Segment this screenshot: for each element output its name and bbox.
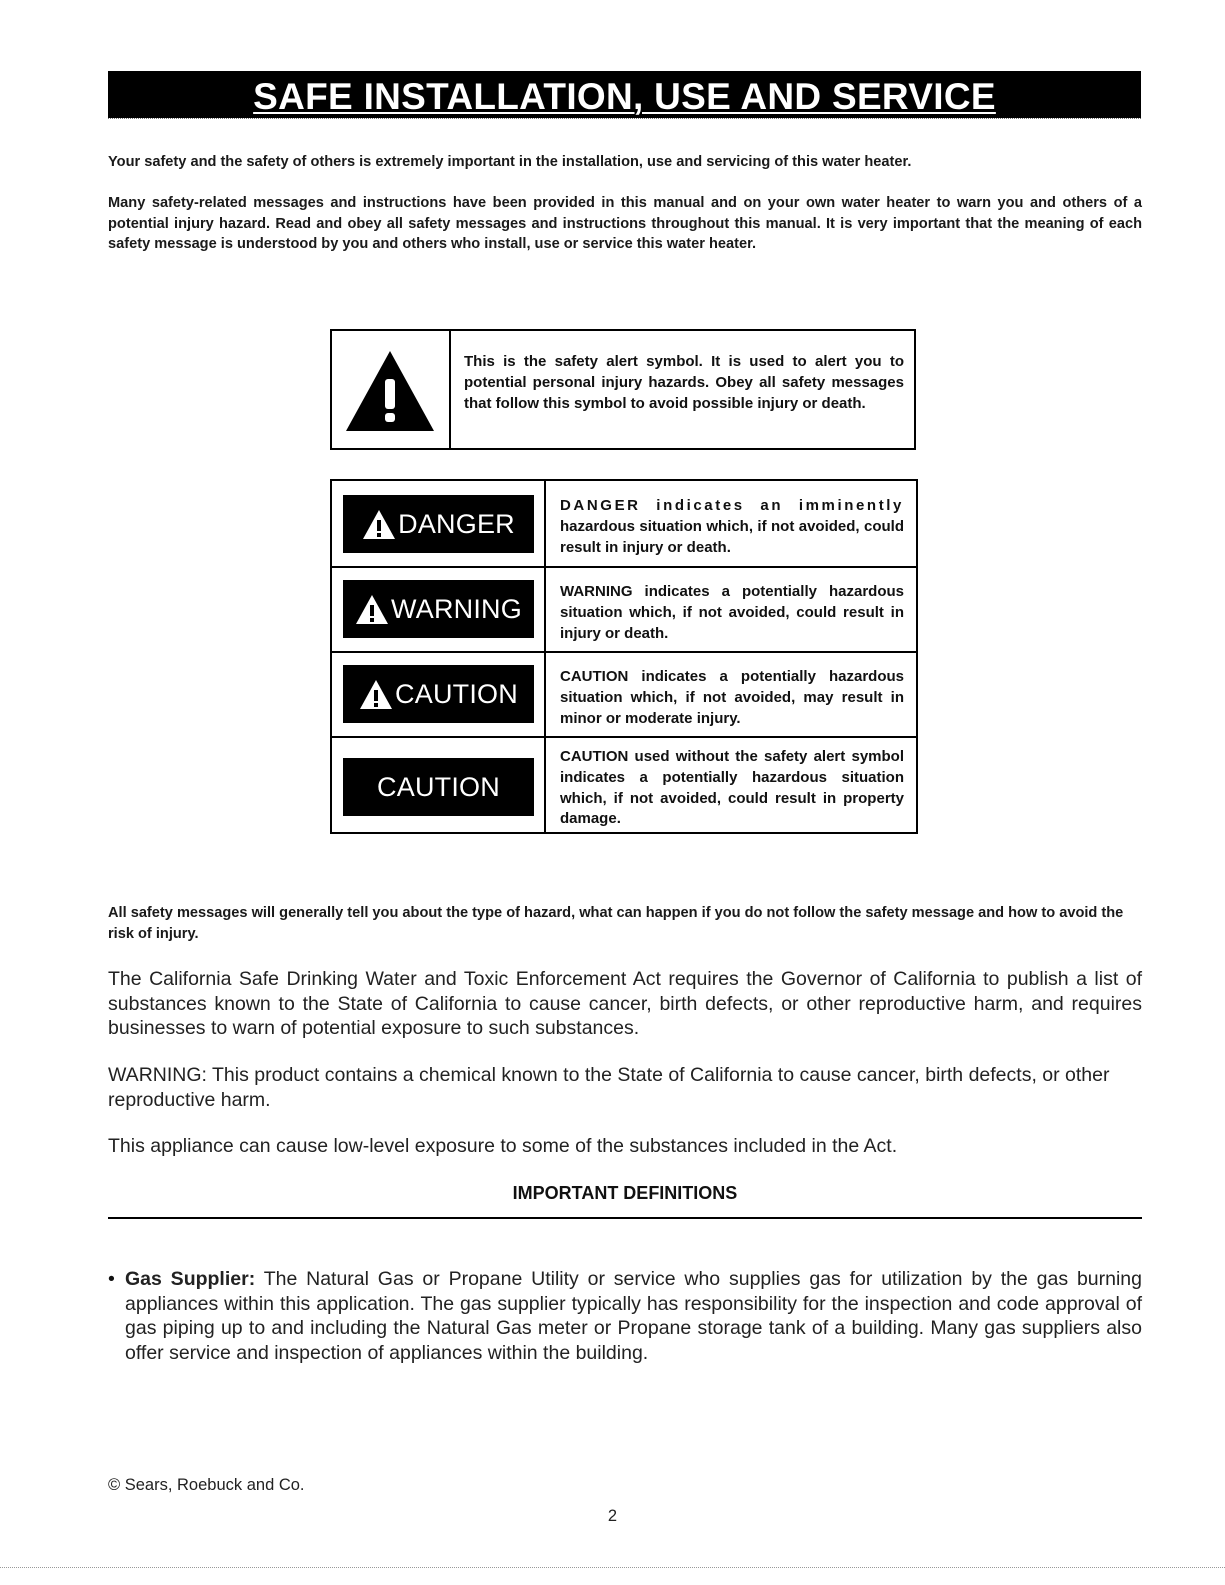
danger-description-lead: DANGER indicates an imminently — [560, 497, 904, 514]
page-title: SAFE INSTALLATION, USE AND SERVICE — [108, 71, 1141, 118]
appliance-exposure-paragraph: This appliance can cause low-level exposure to some of the substances included in the Act. — [108, 1135, 898, 1157]
caution-no-symbol-label-text: CAUTION — [377, 772, 500, 802]
prop65-warning-paragraph: WARNING: This product contains a chemical known to the State of California to cause cancer, birth defects, or other reproductive harm. — [108, 1064, 1110, 1111]
caution-no-symbol-signal-label — [343, 758, 534, 816]
warning-label-text: WARNING — [391, 594, 522, 624]
safety-alert-triangle-icon — [355, 594, 389, 625]
copyright-notice: © Sears, Roebuck and Co. — [108, 1476, 305, 1494]
safety-alert-symbol-box — [330, 329, 916, 450]
danger-description-rest: hazardous situation which, if not avoided, could result in injury or death. — [560, 517, 904, 556]
intro-paragraph-1: Your safety and the safety of others is extremely important in the installation, use and servicing of this water heater. — [108, 154, 912, 170]
safety-alert-description: This is the safety alert symbol. It is used to alert you to potential personal injury hazards. Obey all safety messages that follow this symbol to avoid possible injury or death. — [464, 353, 904, 412]
alert-box-divider — [449, 331, 451, 448]
caution-no-symbol-description: CAUTION used without the safety alert symbol indicates a potentially hazardous situation which, if not avoided, could result in property damage. — [560, 748, 904, 828]
warning-description: WARNING indicates a potentially hazardous situation which, if not avoided, could result in injury or death. — [560, 583, 904, 642]
caution-signal-label — [343, 665, 534, 723]
table-row-divider — [332, 736, 916, 738]
bottom-scan-edge — [0, 1567, 1225, 1568]
caution-description: CAUTION indicates a potentially hazardous situation which, if not avoided, may result in minor or moderate injury. — [560, 668, 904, 727]
danger-description — [560, 496, 904, 558]
safety-alert-triangle-icon — [359, 679, 393, 710]
safety-messages-paragraph: All safety messages will generally tell you about the type of hazard, what can happen if you do not follow the safety message and how to avoid the risk of injury. — [108, 905, 1124, 942]
safety-alert-triangle-icon — [344, 349, 436, 433]
danger-signal-label — [343, 495, 534, 553]
table-row-divider — [332, 566, 916, 568]
definition-term: Gas Supplier: — [125, 1268, 256, 1290]
warning-signal-label — [343, 580, 534, 638]
definition-body: The Natural Gas or Propane Utility or service who supplies gas for utilization by the gas burning appliances within this application. The gas supplier typically has responsibility for the inspection and code approval of gas piping up to and including the Natural Gas meter or Propane storage tank of a building. Many gas suppliers also offer service and inspection of appliances within the building. — [125, 1268, 1142, 1364]
page-number: 2 — [607, 1507, 618, 1525]
california-act-paragraph: The California Safe Drinking Water and Toxic Enforcement Act requires the Governor of California to publish a list of substances known to the State of California to cause cancer, birth defects, or other reproductive harm, and requires businesses to warn of potential exposure to such substances. — [108, 968, 1142, 1039]
signal-word-table — [330, 479, 918, 834]
table-column-divider — [544, 481, 546, 832]
caution-label-text: CAUTION — [395, 679, 518, 709]
safety-alert-triangle-icon — [362, 509, 396, 540]
intro-paragraph-2: Many safety-related messages and instructions have been provided in this manual and on your own water heater to warn you and others of a potential injury hazard. Read and obey all safety messages and instructions throughout this manual. It is very important that the meaning of each safety message is understood by you and others who install, use or service this water heater. — [108, 195, 1142, 252]
bullet-icon: • — [108, 1268, 115, 1290]
definitions-divider — [108, 1217, 1142, 1219]
danger-label-text: DANGER — [398, 509, 515, 539]
definition-text — [125, 1267, 1142, 1365]
title-underline-divider — [108, 118, 1141, 119]
important-definitions-heading: IMPORTANT DEFINITIONS — [512, 1183, 738, 1203]
table-row-divider — [332, 651, 916, 653]
